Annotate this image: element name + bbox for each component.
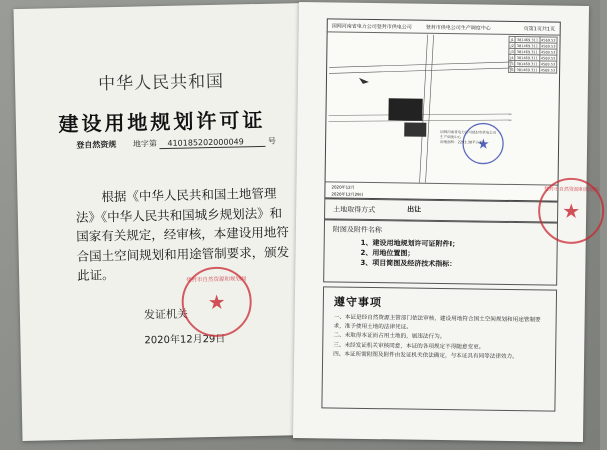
- coordinate-cell: J6: [510, 67, 514, 72]
- coordinate-cell: J1: [510, 37, 514, 42]
- coordinate-cell: 4569.53: [540, 61, 556, 67]
- permit-detail-page: [293, 2, 600, 442]
- land-method-value: 出让: [407, 205, 422, 214]
- notice-list: [333, 314, 546, 363]
- map-note-area: 用地面积：2293.30平方米: [440, 139, 483, 145]
- coordinate-cell: 381469.311: [516, 37, 539, 42]
- attachment-item: 2、用地位置图；: [360, 248, 415, 258]
- region-label: 登自然资规: [76, 139, 117, 150]
- attachment-item: 3、项目简图及经济技术指标：: [360, 258, 457, 269]
- cert-suffix: 号: [267, 136, 277, 146]
- north-arrow-icon: [359, 78, 369, 84]
- coordinate-cell: 381469.311: [516, 61, 538, 66]
- map-header-left: 国网河南省电力公司登封市供电公司: [331, 23, 412, 31]
- coordinate-cell: J3: [510, 49, 514, 54]
- coordinate-table: [508, 36, 557, 74]
- site-location-map: [324, 18, 560, 201]
- notice-title: 遵守事项: [333, 295, 382, 310]
- attachment-item: 1、建设用地规划许可证附件I；: [360, 238, 460, 249]
- road-line: [329, 65, 512, 76]
- seal-star-icon: ★: [207, 289, 226, 315]
- notice-item: 四、本证所需附图及附件由发证机关依法确定，与本证具有同等法律效力。: [333, 351, 518, 360]
- land-method-label: 土地取得方式: [333, 205, 376, 215]
- road-line: [329, 59, 512, 70]
- permit-title: 建设用地规划许可证: [58, 107, 266, 137]
- coordinate-cell: 4569.53: [540, 43, 556, 49]
- coordinate-cell: 381469.311: [516, 67, 538, 72]
- road-line: [426, 35, 434, 183]
- coordinate-cell: J2: [510, 43, 514, 48]
- seal-text: 登封市自然资源和规划局: [185, 276, 247, 284]
- parcel-block: [388, 98, 422, 120]
- map-note-2: 生产调度中心: [440, 134, 462, 140]
- coordinate-cell: 381469.311: [516, 49, 538, 54]
- coordinate-cell: 4569.53: [540, 55, 556, 61]
- permit-cover-page: [14, 3, 315, 441]
- attachments-label: 附图及附件名称: [332, 225, 382, 235]
- notice-section: [321, 286, 557, 411]
- map-drawing: [328, 33, 513, 184]
- map-stats-line2: 2020年12月29日: [331, 191, 364, 197]
- map-header-right: 页第1页共1页: [523, 26, 556, 33]
- country-heading: 中华人民共和国: [97, 71, 225, 95]
- parcel-block: [404, 122, 426, 136]
- map-header-mid: 登封市供电公司生产调度中心: [425, 24, 491, 32]
- certificate-number-line: [76, 136, 276, 151]
- official-seal: [181, 266, 252, 337]
- coordinate-cell: 4569.53: [540, 49, 556, 55]
- coordinate-cell: 381469.311: [516, 43, 539, 48]
- attachment-list: [360, 238, 459, 269]
- perforation-seal-text: 登封市自然资源和规划局: [543, 186, 600, 194]
- notice-item: 三、未经发证机关审核同意，本证的各项规定不得随意变更。: [333, 342, 485, 351]
- issuing-authority-label: 发证机关: [143, 307, 189, 322]
- notice-item: 二、未取得本证而占用土地的，属违法行为。: [333, 332, 446, 341]
- cert-prefix: 地字第: [132, 139, 157, 149]
- notice-item: 一、本证是经自然资源主管部门依法审核，建设用地符合国土空间规划和用途管制要求，准予使用土地的法律凭证。: [333, 314, 541, 331]
- map-stats-line1: 2020年12月: [331, 184, 355, 190]
- coordinate-cell: 381469.311: [516, 55, 538, 60]
- coordinate-cell: 4569.53: [541, 37, 556, 43]
- coordinate-row: [509, 66, 557, 73]
- attachments-section: [323, 218, 558, 285]
- coordinate-cell: J5: [510, 61, 514, 66]
- map-note-1: 国网河南省电力公司登封市供电公司: [440, 129, 497, 135]
- coordinate-cell: J4: [510, 55, 514, 60]
- coordinate-cell: 4569.53: [540, 67, 556, 73]
- blue-seal-star-icon: ★: [476, 136, 490, 153]
- issue-date: 2020年12月29日: [144, 333, 226, 347]
- permit-body-text: 根据《中华人民共和国土地管理法》《中华人民共和国城乡规划法》和国家有关规定，经审核，本建设用地符合国土空间规划和用途管制要求，颁发此证。: [75, 185, 290, 283]
- certificate-number: 410185202000049: [159, 137, 265, 149]
- perforation-seal-star-icon: ★: [562, 198, 581, 223]
